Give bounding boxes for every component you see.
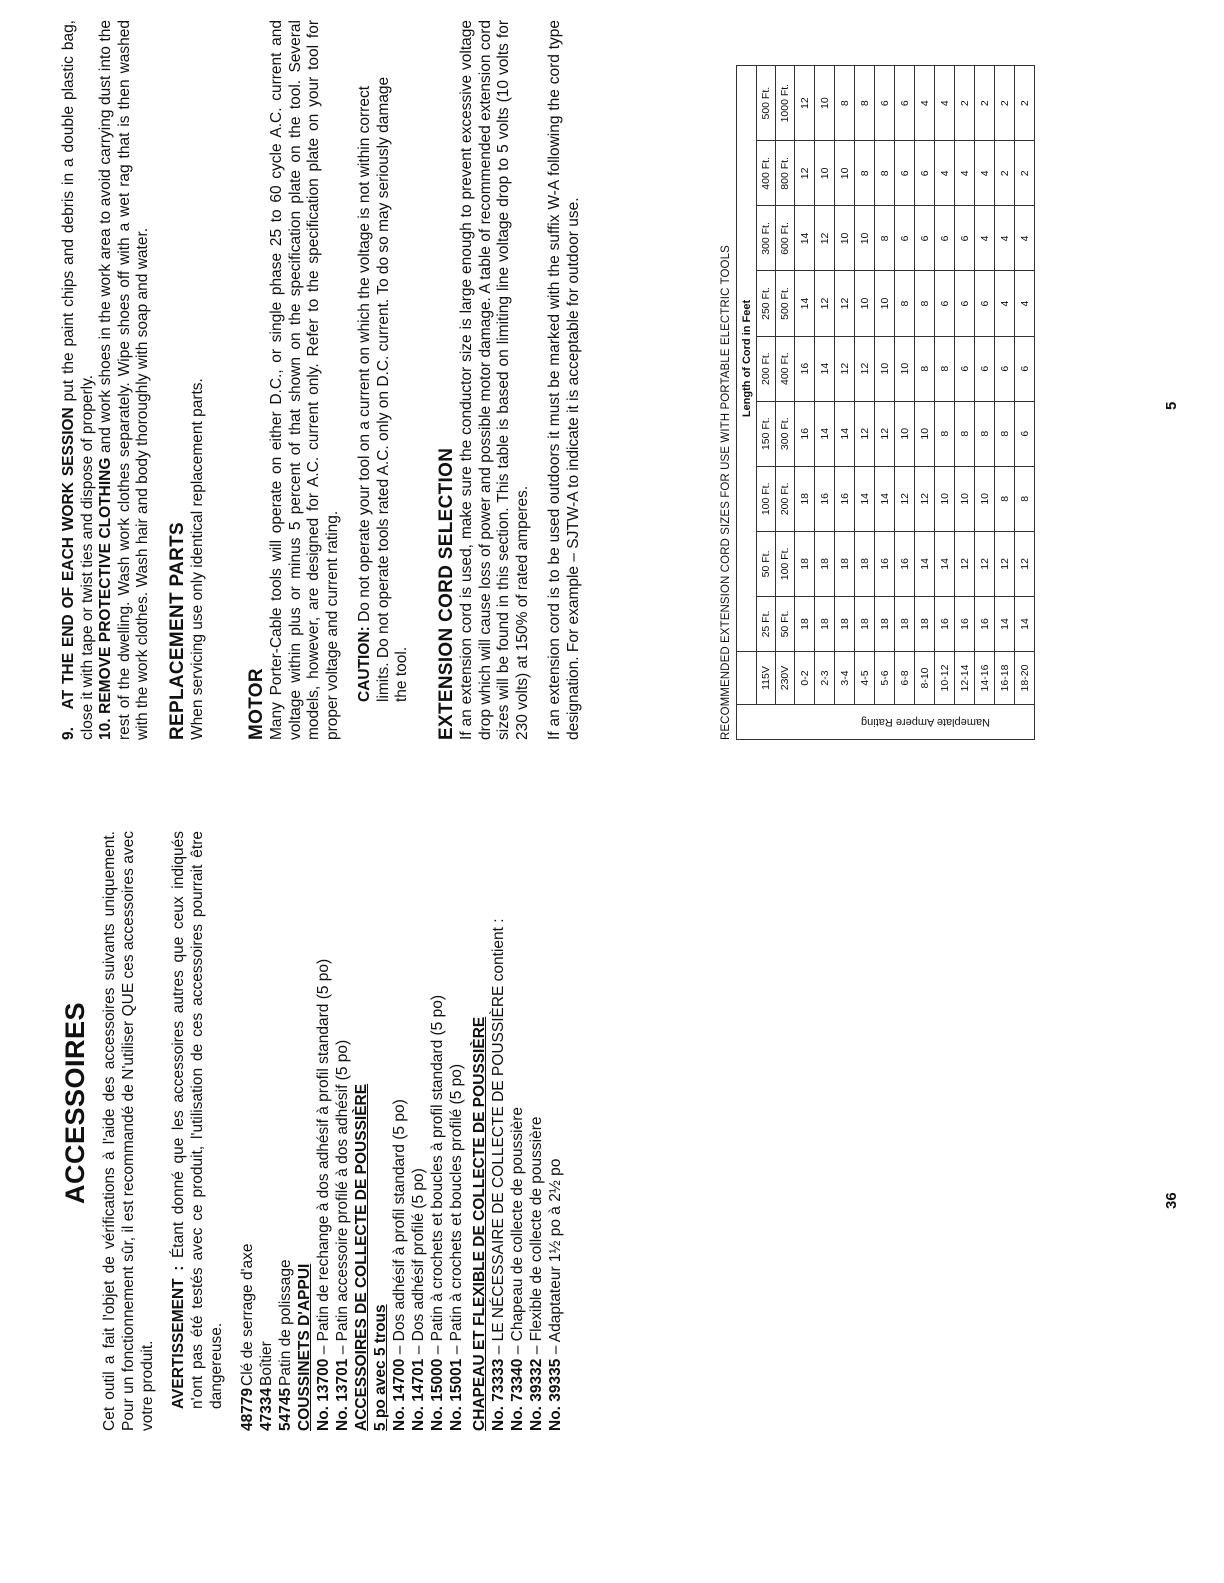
gauge-cell: 6 [895,141,915,206]
length-230-cell: 100 Ft. [776,531,795,596]
item-number: No. 13701 [334,1358,351,1431]
gauge-cell: 8 [975,401,995,466]
gauge-cell: 16 [835,466,855,531]
gauge-cell: 8 [895,271,915,336]
gauge-cell: 6 [935,271,955,336]
ampere-rating-label [736,705,1035,740]
warning-label: AVERTISSEMENT : [170,1265,187,1409]
gauge-cell: 10 [855,271,875,336]
item-number: No. 15000 [429,1358,446,1431]
replacement-parts-text: When servicing use only identical replacement parts. [189,378,206,740]
length-230-cell: 500 Ft. [776,271,795,336]
gauge-cell: 8 [935,401,955,466]
gauge-cell: 8 [935,336,955,401]
accessories-title: ACCESSOIRES [60,1001,90,1205]
item-description: – Chapeau de collecte de poussière [509,1106,526,1359]
page-number-left: 36 [1163,1192,1180,1209]
gauge-cell: 16 [875,531,895,596]
length-230-cell: 50 Ft. [776,596,795,651]
part-description: Patin de polissage [277,1259,294,1386]
gauge-cell: 6 [975,336,995,401]
gauge-cell: 12 [795,141,815,206]
item-number: No. 39335 [547,1358,564,1431]
item-description: – Dos adhésif à profil standard (5 po) [391,1099,408,1359]
length-115-cell: 400 Ft. [757,141,776,206]
gauge-cell: 12 [915,466,935,531]
gauge-cell: 8 [995,466,1015,531]
gauge-cell: 4 [1015,206,1035,271]
dust-accessories-subheading: 5 po avec 5 trous [372,1304,389,1431]
gauge-cell: 14 [835,401,855,466]
item-10-number: 10. [97,718,114,740]
extension-cord-text-2: If an extension cord is to be used outdoors it must be marked with the suffix W-A following the cord type designation. For example – SJTW-A to indicate it is acceptable for outdoor use. [546,20,582,740]
warning-text: Étant donné que les accessoires autres que ceux indiqués n'ont pas été testés avec ce produit, l'utilisation de ces accessoires pourrait être dangereuse. [170,831,225,1409]
length-115-cell: 25 Ft. [757,596,776,651]
length-115-cell: 100 Ft. [757,466,776,531]
gauge-cell: 14 [795,271,815,336]
item-9 [60,20,97,740]
left-page [0,793,1224,1583]
list-item [409,831,428,1431]
table-row [855,66,875,705]
gauge-cell: 10 [835,141,855,206]
length-115-cell: 200 Ft. [757,336,776,401]
gauge-cell: 14 [815,401,835,466]
amp-range-cell: 8-10 [915,652,935,705]
warning-paragraph [169,831,226,1431]
gauge-cell: 4 [995,206,1015,271]
gauge-cell: 16 [895,531,915,596]
gauge-cell: 18 [915,596,935,651]
gauge-cell: 4 [935,66,955,141]
gauge-cell: 16 [795,401,815,466]
caution-label: CAUTION: [356,626,373,702]
list-item [447,831,466,1431]
gauge-cell: 12 [875,401,895,466]
gauge-cell: 10 [855,206,875,271]
gauge-cell: 8 [875,141,895,206]
gauge-cell: 6 [995,336,1015,401]
gauge-cell: 18 [875,596,895,651]
part-row [276,831,295,1431]
table-row [835,66,855,705]
gauge-cell: 12 [815,271,835,336]
amp-range-cell: 14-16 [975,652,995,705]
list-item [390,831,409,1431]
item-description: – Patin à crochets et boucles profilé (5 po) [448,1063,465,1359]
gauge-cell: 6 [955,336,975,401]
list-item [333,831,352,1431]
gauge-cell: 2 [995,141,1015,206]
gauge-cell: 8 [915,271,935,336]
gauge-cell: 18 [855,596,875,651]
gauge-cell: 12 [1015,531,1035,596]
gauge-cell: 4 [935,141,955,206]
table-row [875,66,895,705]
gauge-cell: 14 [795,206,815,271]
motor-heading: MOTOR [245,668,267,740]
accessories-intro: Cet outil a fait l'objet de vérifications à l'aide des accessoires suivants uniquement. Pour un fonctionnement sûr, il est recommandé de N'utiliser QUE ces accessoires avec votre produit. [101,831,156,1431]
length-230-cell: 800 Ft. [776,141,795,206]
gauge-cell: 10 [815,141,835,206]
amp-range-cell: 4-5 [855,652,875,705]
gauge-cell: 16 [935,596,955,651]
gauge-cell: 16 [955,596,975,651]
item-description: – Patin de rechange à dos adhésif à profil standard (5 po) [315,958,332,1359]
table-caption: RECOMMENDED EXTENSION CORD SIZES FOR USE WITH PORTABLE ELECTRIC TOOLS [720,245,732,740]
gauge-cell: 8 [955,401,975,466]
gauge-cell: 10 [975,466,995,531]
gauge-cell: 6 [915,141,935,206]
part-description: Boîtier [258,1341,275,1386]
part-number: 54745 [277,1387,294,1431]
item-number: No. 15001 [448,1358,465,1431]
gauge-cell: 14 [935,531,955,596]
item-description: – Dos adhésif profilé (5 po) [410,1168,427,1359]
table-row [795,66,815,705]
gauge-cell: 8 [1015,466,1035,531]
gauge-cell: 4 [1015,271,1035,336]
length-230-cell: 300 Ft. [776,401,795,466]
gauge-cell: 12 [855,336,875,401]
gauge-cell: 14 [875,466,895,531]
item-9-bold: AT THE END OF EACH WORK SESSION [60,407,77,710]
gauge-cell: 12 [895,466,915,531]
gauge-cell: 18 [835,531,855,596]
gauge-cell: 10 [955,466,975,531]
amp-range-cell: 2-3 [815,652,835,705]
item-9-text: put the paint chips and debris in a double plastic bag, close it with tape or twist ties and dispose of properly. [60,20,96,740]
amp-range-cell: 18-20 [1015,652,1035,705]
gauge-cell: 8 [995,401,1015,466]
list-item [314,831,333,1431]
gauge-cell: 18 [895,596,915,651]
gauge-cell: 6 [1015,336,1035,401]
gauge-cell: 12 [855,401,875,466]
gauge-cell: 6 [915,206,935,271]
gauge-cell: 18 [795,596,815,651]
table-row [915,66,935,705]
gauge-cell: 6 [975,271,995,336]
gauge-cell: 2 [995,66,1015,141]
table-row [815,66,835,705]
amp-range-cell: 0-2 [795,652,815,705]
length-header: Length of Cord in Feet [737,66,757,652]
length-230-cell: 200 Ft. [776,466,795,531]
table-inner [736,20,1035,740]
voltage-row-230 [776,66,795,705]
gauge-cell: 8 [855,141,875,206]
parts-list [238,831,295,1431]
item-description: – LE NÉCESSAIRE DE COLLECTE DE POUSSIÈRE contient : [490,918,507,1359]
table-row [1015,66,1035,705]
item-description: – Flexible de collecte de poussière [528,1116,545,1359]
cushions-heading: COUSSINETS D'APPUI [296,1263,313,1431]
gauge-cell: 12 [995,531,1015,596]
length-115-cell: 150 Ft. [757,401,776,466]
gauge-cell: 18 [815,596,835,651]
list-item [489,831,508,1431]
accessories-body [100,831,565,1431]
ampere-rating-text: Nameplate Ampere Rating [860,716,990,728]
gauge-cell: 2 [955,66,975,141]
gauge-cell: 16 [975,596,995,651]
gauge-cell: 18 [855,531,875,596]
gauge-cell: 14 [855,466,875,531]
part-row [257,831,276,1431]
gauge-cell: 10 [875,336,895,401]
list-item [546,831,565,1431]
gauge-cell: 12 [955,531,975,596]
gauge-cell: 2 [1015,141,1035,206]
gauge-cell: 6 [1015,401,1035,466]
dust-accessories-heading: ACCESSOIRES DE COLLECTE DE POUSSIÈRE [353,1083,370,1431]
gauge-cell: 8 [915,336,935,401]
gauge-cell: 6 [895,66,915,141]
part-number: 48779 [239,1387,256,1431]
length-230-cell: 1000 Ft. [776,66,795,141]
gauge-cell: 6 [955,271,975,336]
item-10-text: and work shoes in the work area to avoid carrying dust into the rest of the dwelling. Wash work clothes separately. Wipe shoes off with a wet rag that is then washed with the work clothes. Wash hair and body thoroughly with soap and water. [97,20,151,740]
item-description: – Adaptateur 1½ po à 2½ po [547,1158,564,1359]
table-body [795,66,1035,705]
item-number: No. 13700 [315,1358,332,1431]
table-row [955,66,975,705]
amp-range-cell: 3-4 [835,652,855,705]
replacement-parts-heading: REPLACEMENT PARTS [166,522,188,740]
table-row [995,66,1015,705]
gauge-cell: 6 [875,66,895,141]
item-number: No. 39332 [528,1358,545,1431]
gauge-cell: 6 [895,206,915,271]
part-description: Clé de serrage d'axe [239,1243,256,1386]
length-115-cell: 50 Ft. [757,531,776,596]
gauge-cell: 18 [815,531,835,596]
gauge-cell: 8 [855,66,875,141]
gauge-cell: 18 [795,531,815,596]
gauge-cell: 14 [995,596,1015,651]
item-number: No. 14700 [391,1358,408,1431]
gauge-cell: 2 [1015,66,1035,141]
item-number: No. 73333 [490,1358,507,1431]
table-corner [737,652,757,705]
length-115-cell: 250 Ft. [757,271,776,336]
gauge-cell: 14 [1015,596,1035,651]
hood-heading: CHAPEAU ET FLEXIBLE DE COLLECTE DE POUSSIÈRE [471,1016,488,1431]
gauge-cell: 14 [915,531,935,596]
gauge-cell: 4 [975,206,995,271]
item-10 [97,20,153,740]
gauge-cell: 8 [875,206,895,271]
item-number: No. 73340 [509,1358,526,1431]
list-item [508,831,527,1431]
cord-size-table-block [720,20,1035,740]
gauge-cell: 6 [955,206,975,271]
caution-paragraph [356,20,412,740]
gauge-cell: 10 [875,271,895,336]
gauge-cell: 2 [975,66,995,141]
gauge-cell: 4 [975,141,995,206]
amp-range-cell: 6-8 [895,652,915,705]
table-row [975,66,995,705]
gauge-cell: 10 [935,466,955,531]
part-row [238,831,257,1431]
cord-size-table [736,65,1035,705]
amp-range-cell: 10-12 [935,652,955,705]
gauge-cell: 4 [955,141,975,206]
gauge-cell: 10 [835,206,855,271]
gauge-cell: 6 [935,206,955,271]
length-115-cell: 300 Ft. [757,206,776,271]
item-description: – Patin accessoire profilé à dos adhésif (5 po) [334,1039,351,1359]
length-115-cell: 500 Ft. [757,66,776,141]
gauge-cell: 10 [895,336,915,401]
extension-cord-text-1: If an extension cord is used, make sure the conductor size is large enough to prevent excessive voltage drop which will cause loss of power and possible motor damage. A table of recommended extension cord sizes will be found in this section. This table is based on limiting line voltage drop to 5 volts (10 volts for 230 volts) at 150% of rated amperes. [458,20,531,740]
gauge-cell: 10 [895,401,915,466]
item-number: No. 14701 [410,1358,427,1431]
gauge-cell: 18 [835,596,855,651]
gauge-cell: 16 [795,336,815,401]
page-number-right: 5 [1163,401,1180,410]
list-item [428,831,447,1431]
amp-range-cell: 5-6 [875,652,895,705]
amp-range-cell: 16-18 [995,652,1015,705]
motor-text: Many Porter-Cable tools will operate on either D.C., or single phase 25 to 60 cycle A.C. current and voltage within plus or minus 5 percent of that shown on the specification plate on the tool. Several models, however, are designed for A.C. current only. Refer to the specification plate on your tool for proper voltage and current rating. [268,20,341,740]
gauge-cell: 10 [915,401,935,466]
item-description: – Patin à crochets et boucles à profil standard (5 po) [429,995,446,1359]
table-row [935,66,955,705]
table-row [895,66,915,705]
gauge-cell: 4 [995,271,1015,336]
gauge-cell: 12 [835,336,855,401]
item-9-number: 9. [60,727,77,740]
length-230-cell: 600 Ft. [776,206,795,271]
gauge-cell: 12 [815,206,835,271]
gauge-cell: 10 [815,66,835,141]
list-item [527,831,546,1431]
voltage-label: 115V [757,652,776,705]
item-10-bold: REMOVE PROTECTIVE CLOTHING [97,457,114,714]
gauge-cell: 8 [835,66,855,141]
voltage-label: 230V [776,652,795,705]
gauge-cell: 16 [815,466,835,531]
gauge-cell: 12 [835,271,855,336]
english-body [60,20,583,740]
gauge-cell: 4 [915,66,935,141]
amp-range-cell: 12-14 [955,652,975,705]
extension-cord-heading: EXTENSION CORD SELECTION [435,447,457,740]
gauge-cell: 12 [795,66,815,141]
caution-text: Do not operate your tool on a current on which the voltage is not within correct limits. Do not operate tools rated A.C. only on D.C. current. To do so may seriously damage the tool. [356,76,410,702]
gauge-cell: 18 [795,466,815,531]
gauge-cell: 14 [815,336,835,401]
voltage-row-115 [757,66,776,705]
gauge-cell: 12 [975,531,995,596]
part-number: 47334 [258,1387,275,1431]
length-230-cell: 400 Ft. [776,336,795,401]
